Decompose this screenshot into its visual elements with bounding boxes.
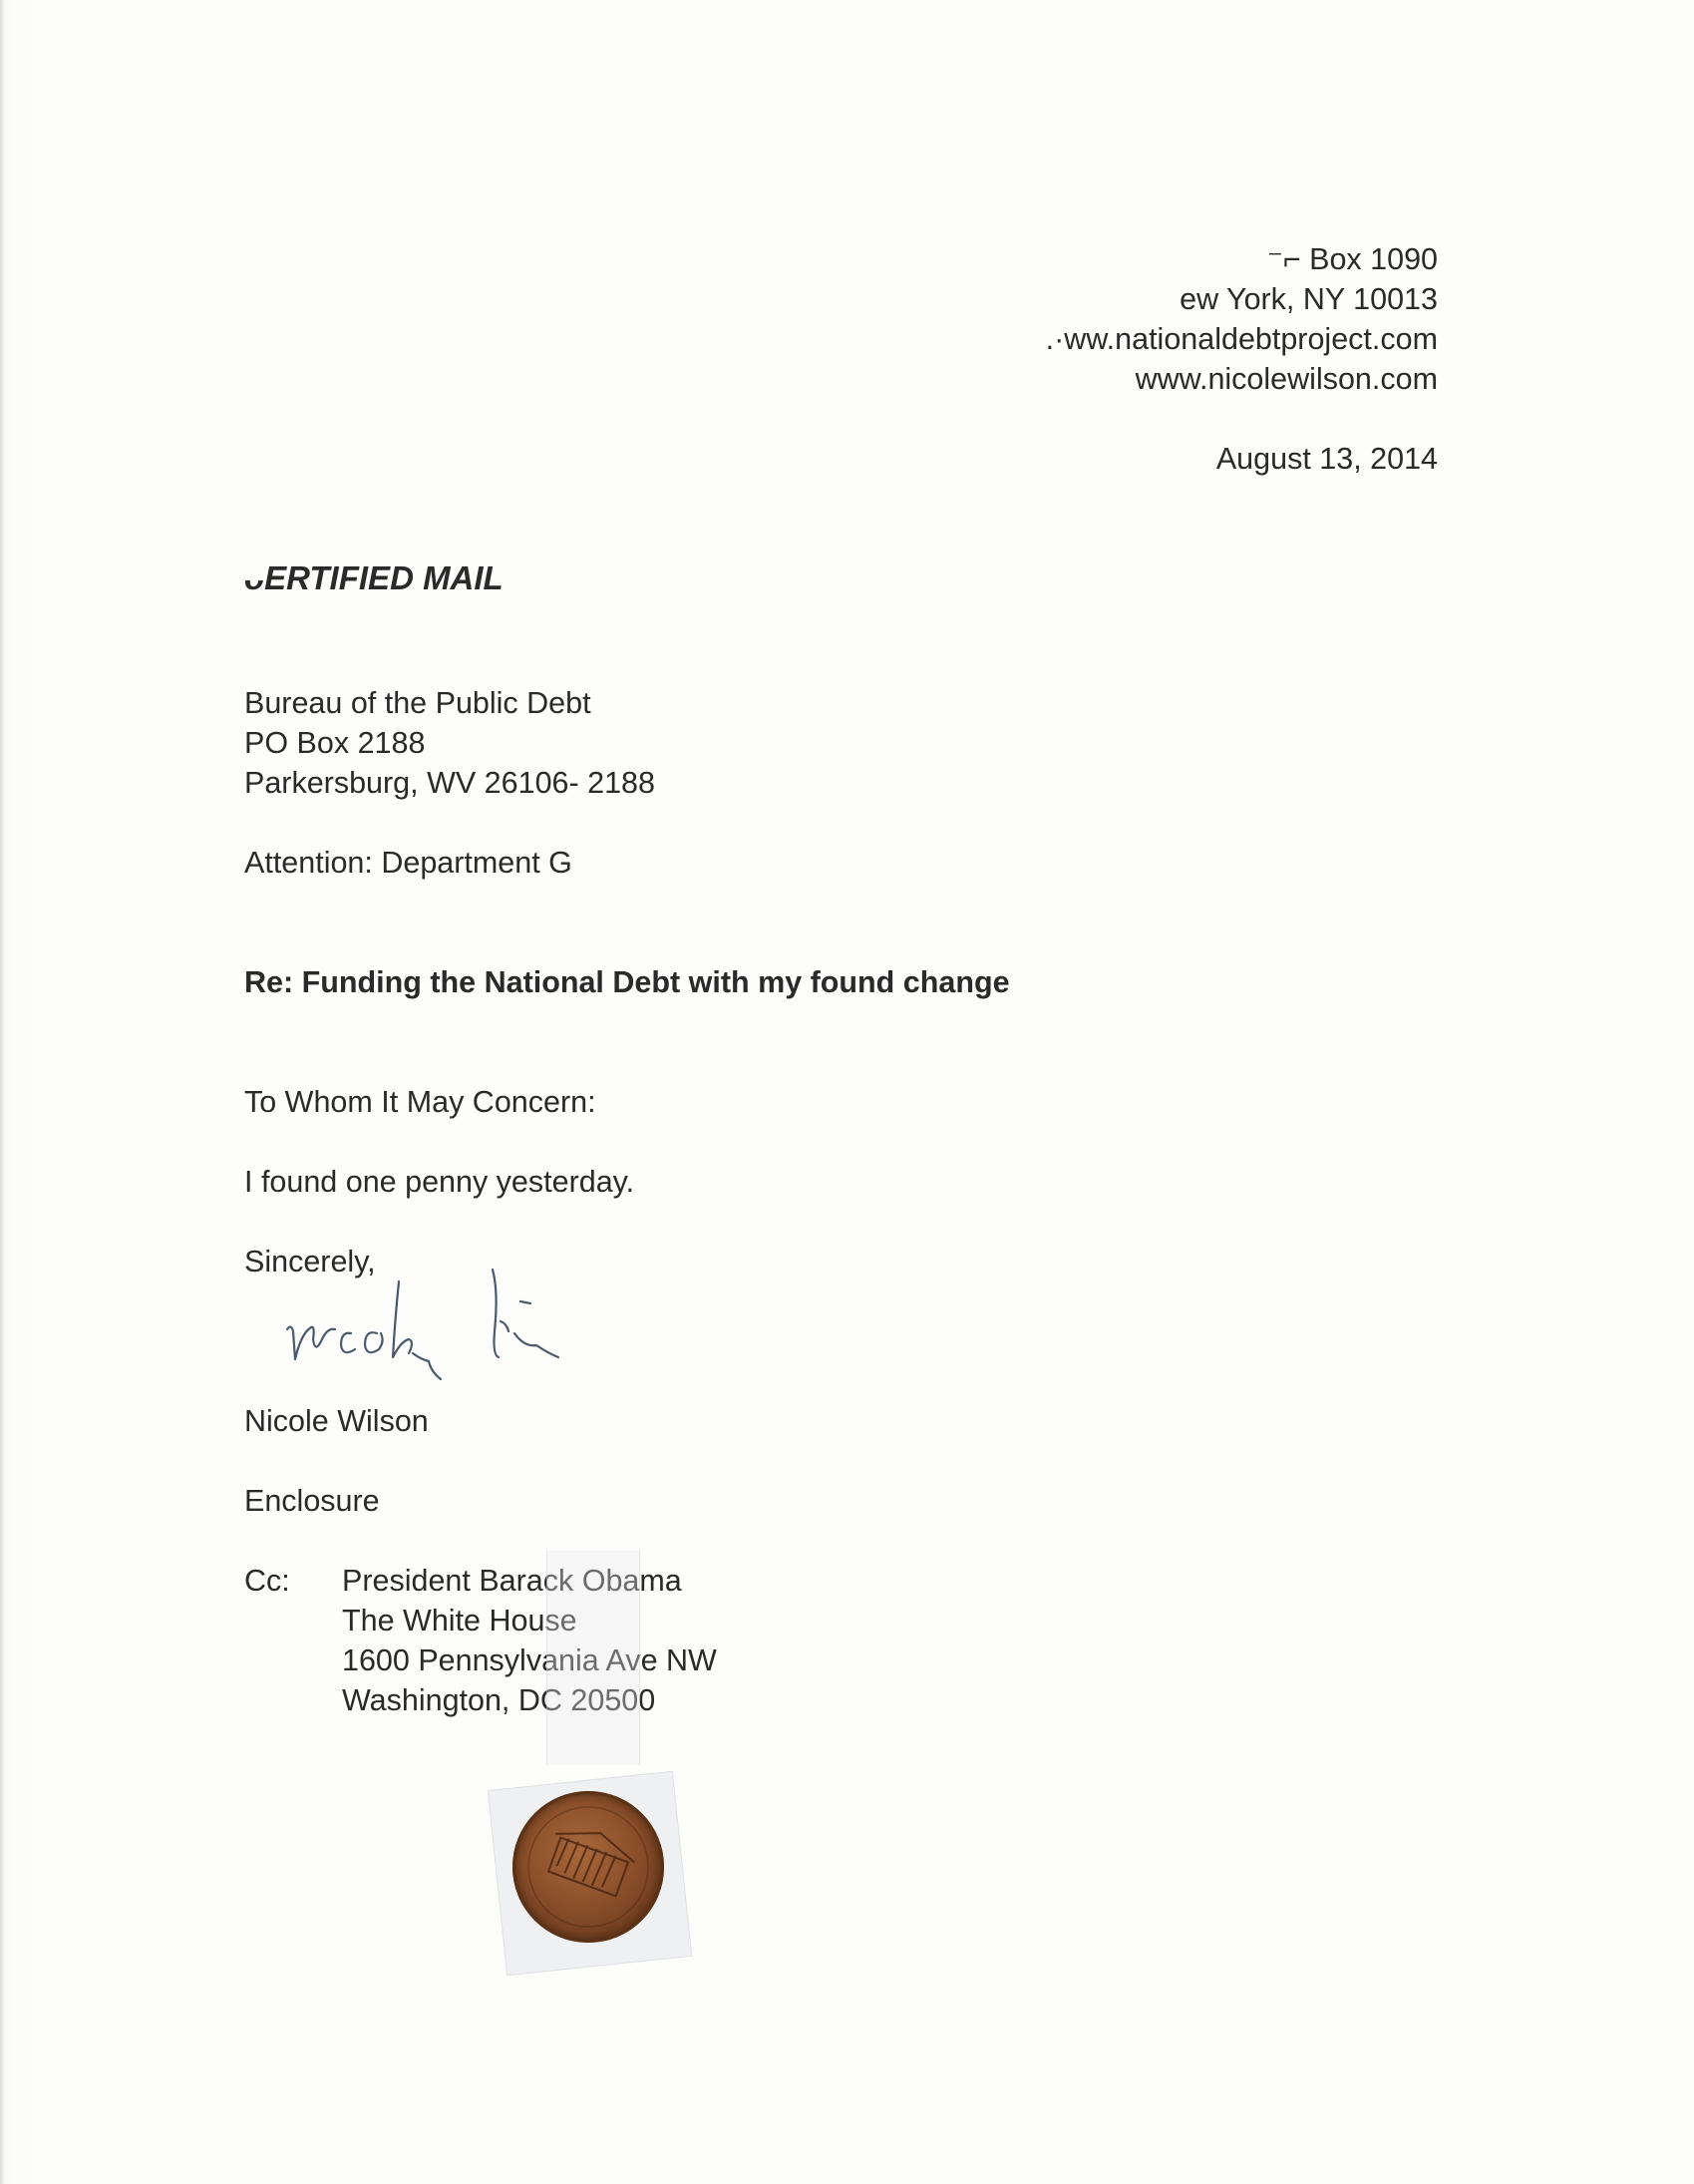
lincoln-memorial-icon [512, 1791, 664, 1943]
cc-line: 1600 Pennsylvania Ave NW [342, 1643, 717, 1677]
recipient-name: Bureau of the Public Debt [244, 686, 591, 720]
cc-label: Cc: [244, 1564, 290, 1598]
body-text: I found one penny yesterday. [244, 1165, 635, 1199]
salutation: To Whom It May Concern: [244, 1085, 596, 1119]
sender-city-line: ew York, NY 10013 [1180, 282, 1438, 316]
enclosure-note: Enclosure [244, 1484, 380, 1518]
recipient-po-box: PO Box 2188 [244, 726, 426, 760]
sender-website-2: www.nicolewilson.com [1135, 362, 1438, 396]
cc-line: The White House [342, 1604, 577, 1638]
letter-date: August 13, 2014 [1215, 442, 1438, 476]
recipient-city-line: Parkersburg, WV 26106- 2188 [244, 766, 655, 800]
signature-graphic [281, 1262, 600, 1391]
sender-website-1: .·ww.nationaldebtproject.com [1045, 322, 1438, 356]
certified-mail-heading: ᴗERTIFIED MAIL [244, 559, 504, 596]
cc-line: President Barack Obama [342, 1564, 682, 1598]
subject-line: Re: Funding the National Debt with my found change [244, 965, 1010, 999]
attention-line: Attention: Department G [244, 846, 572, 880]
tape-strip [546, 1551, 640, 1765]
penny-coin-icon [512, 1791, 664, 1943]
signer-name: Nicole Wilson [244, 1404, 429, 1438]
closing: Sincerely, [244, 1245, 376, 1278]
cc-line: Washington, DC 20500 [342, 1683, 656, 1717]
sender-po-box: ⁻⌐ Box 1090 [1266, 242, 1438, 276]
